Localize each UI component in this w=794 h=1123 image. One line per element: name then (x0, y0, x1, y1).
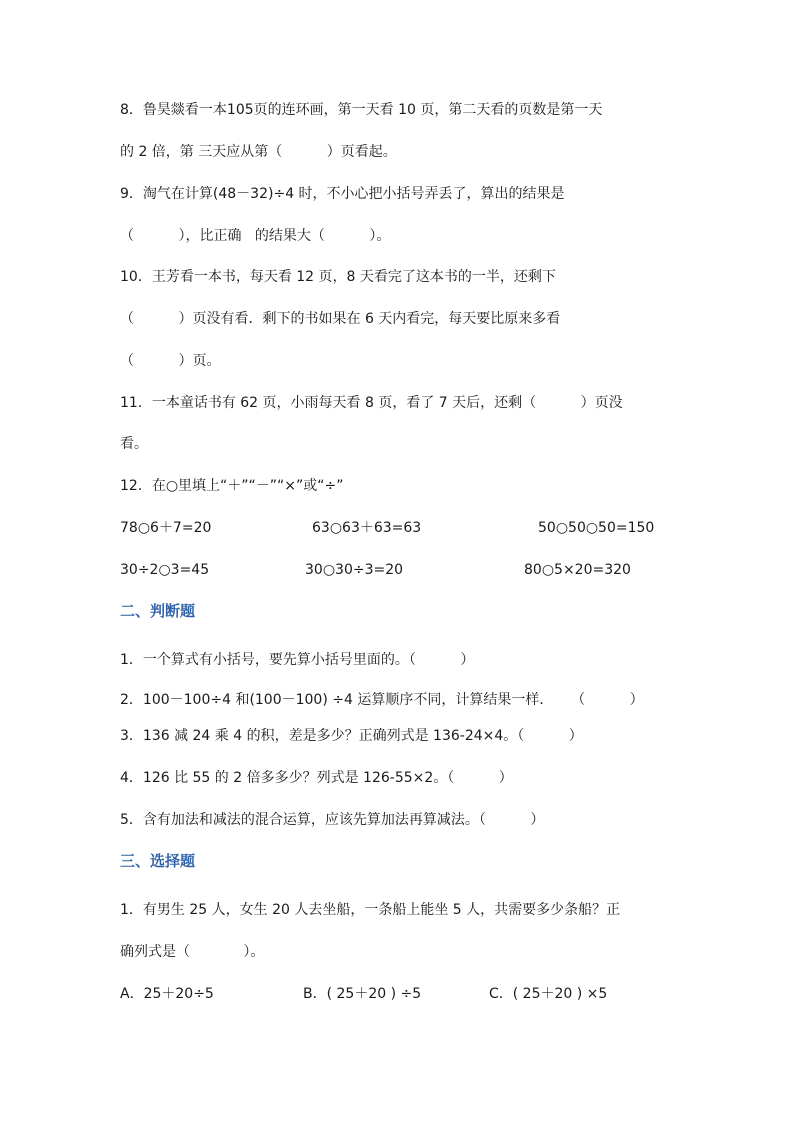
tf-item-1: 1．一个算式有小括号，要先算小括号里面的。（ ） (120, 652, 475, 668)
q8-line-2: 的 2 倍，第 三天应从第（ ）页看起。 (120, 144, 397, 160)
tf-item-4: 4．126 比 55 的 2 倍多多少？列式是 126-55×2。（ ） (120, 770, 513, 786)
mc-q1-option-b: B．( 25＋20 ) ÷5 (303, 986, 422, 1002)
section-2-title: 二、判断题 (120, 602, 196, 620)
q8-line-1: 8．鲁昊燚看一本105页的连环画，第一天看 10 页，第二天看的页数是第一天 (120, 102, 603, 118)
mc-q1-line-2: 确列式是（ ）。 (120, 944, 265, 960)
q12-line-1: 12．在○里填上“＋”“－”“×”或“÷” (120, 478, 344, 494)
q12-expr-2: 63○63＋63=63 (312, 520, 422, 536)
q10-line-2: （ ）页没有看．剩下的书如果在 6 天内看完，每天要比原来多看 (120, 311, 561, 327)
tf-item-2: 2．100－100÷4 和(100－100) ÷4 运算顺序不同，计算结果一样． （ ） (120, 692, 644, 708)
mc-q1-option-c: C．( 25＋20 ) ×5 (489, 986, 608, 1002)
mc-q1-line-1: 1．有男生 25 人，女生 20 人去坐船，一条船上能坐 5 人，共需要多少条船？正 (120, 902, 621, 918)
q12-expr-6: 80○5×20=320 (524, 562, 631, 578)
section-3-title: 三、选择题 (120, 852, 196, 870)
mc-q1-option-a: A．25＋20÷5 (120, 986, 214, 1002)
q12-expr-5: 30○30÷3=20 (305, 562, 404, 578)
q11-line-1: 11．一本童话书有 62 页，小雨每天看 8 页，看了 7 天后，还剩（ ）页没 (120, 395, 623, 411)
q11-line-2: 看。 (120, 436, 148, 452)
q9-line-1: 9．淘气在计算(48－32)÷4 时，不小心把小括号弄丢了，算出的结果是 (120, 186, 565, 202)
q12-expr-3: 50○50○50=150 (538, 520, 655, 536)
tf-item-5: 5．含有加法和减法的混合运算，应该先算加法再算减法。（ ） (120, 812, 545, 828)
q12-expr-1: 78○6＋7=20 (120, 520, 212, 536)
tf-item-3: 3．136 减 24 乘 4 的积，差是多少？正确列式是 136-24×4。（ ） (120, 728, 583, 744)
q9-line-2: （ ），比正确 的结果大（ ）。 (120, 228, 391, 244)
q10-line-1: 10．王芳看一本书，每天看 12 页，8 天看完了这本书的一半，还剩下 (120, 269, 556, 285)
q12-expr-4: 30÷2○3=45 (120, 562, 210, 578)
q10-line-3: （ ）页。 (120, 353, 221, 369)
